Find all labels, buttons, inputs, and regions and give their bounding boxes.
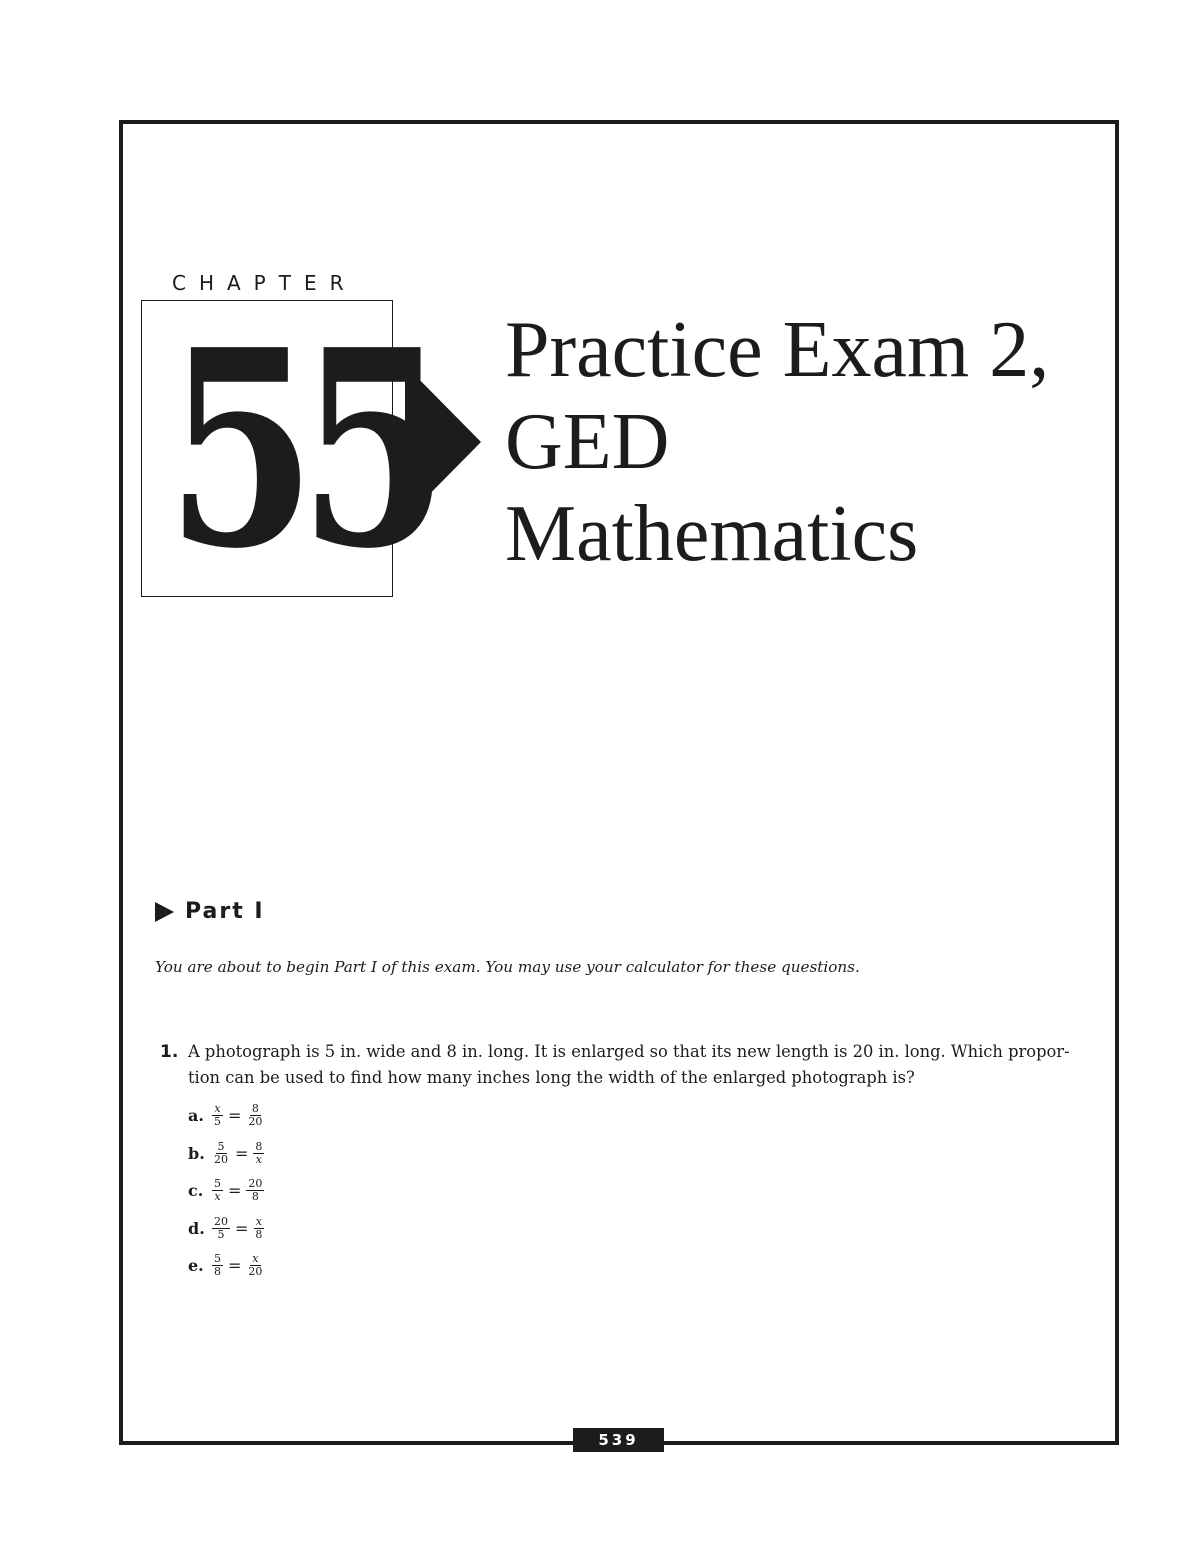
question-text xyxy=(188,1039,1080,1091)
section-intro: You are about to begin Part I of this exam. You may use your calculator for these questions. xyxy=(155,958,860,976)
fraction xyxy=(212,1103,223,1128)
question xyxy=(160,1039,1080,1091)
fraction-denominator: 5 xyxy=(217,1227,225,1241)
equals-sign: = xyxy=(228,1256,242,1276)
answer-option[interactable] xyxy=(188,1097,266,1135)
fraction-denominator: 8 xyxy=(251,1190,259,1204)
fraction-numerator: 20 xyxy=(248,1177,263,1191)
question-number: 1. xyxy=(160,1042,179,1062)
option-label: c. xyxy=(188,1181,204,1201)
fraction xyxy=(212,1141,230,1166)
answer-option[interactable] xyxy=(188,1172,266,1210)
answer-option[interactable] xyxy=(188,1210,266,1248)
right-triangle-icon xyxy=(405,365,481,519)
chapter-title-line: Mathematics xyxy=(505,490,919,578)
question-text-line: tion can be used to find how many inches long the width of the enlarged photograph is? xyxy=(188,1068,915,1087)
fraction-denominator: 8 xyxy=(255,1227,263,1241)
fraction-denominator: 8 xyxy=(214,1265,221,1279)
fraction-denominator: 20 xyxy=(248,1265,263,1279)
fraction xyxy=(246,1253,264,1278)
fraction xyxy=(212,1216,230,1241)
equals-sign: = xyxy=(228,1106,242,1126)
fraction-numerator: 5 xyxy=(214,1177,221,1191)
fraction-numerator: 5 xyxy=(214,1252,221,1266)
equals-sign: = xyxy=(235,1218,249,1238)
question-text-line: A photograph is 5 in. wide and 8 in. long. It is enlarged so that its new length is 20 in. long. Which propor- xyxy=(188,1042,1070,1061)
fraction-numerator: 5 xyxy=(217,1139,225,1153)
chapter-title-line: Practice Exam 2, xyxy=(505,306,1050,394)
right-triangle-icon xyxy=(155,902,174,922)
fraction-numerator: x xyxy=(214,1102,221,1116)
fraction-denominator: 5 xyxy=(214,1115,221,1129)
fraction xyxy=(212,1253,223,1278)
chapter-number: 55 xyxy=(166,290,432,608)
answer-option[interactable] xyxy=(188,1135,266,1173)
chapter-label: CHAPTER xyxy=(172,271,357,295)
fraction-denominator: 20 xyxy=(214,1152,228,1166)
fraction xyxy=(253,1141,264,1166)
equals-sign: = xyxy=(228,1181,242,1201)
page-number: 539 xyxy=(573,1428,664,1452)
fraction-denominator: 20 xyxy=(248,1115,263,1129)
chapter-number-box xyxy=(141,290,432,608)
fraction xyxy=(212,1178,223,1203)
fraction xyxy=(253,1216,264,1241)
chapter-title-line: GED xyxy=(505,398,670,486)
section-title: Part I xyxy=(185,899,265,924)
section-heading xyxy=(155,899,265,924)
option-label: b. xyxy=(188,1143,205,1163)
equals-sign: = xyxy=(235,1143,249,1163)
fraction-denominator: x xyxy=(214,1190,221,1204)
fraction-denominator: x xyxy=(255,1152,263,1166)
chapter-title xyxy=(505,304,1049,580)
fraction-numerator: 8 xyxy=(255,1139,263,1153)
fraction xyxy=(246,1103,264,1128)
option-label: e. xyxy=(188,1256,204,1276)
fraction xyxy=(246,1178,264,1203)
fraction-numerator: 20 xyxy=(214,1214,228,1228)
answer-option[interactable] xyxy=(188,1247,266,1285)
fraction-numerator: 8 xyxy=(251,1102,259,1116)
option-label: d. xyxy=(188,1218,205,1238)
fraction-numerator: x xyxy=(252,1252,259,1266)
fraction-numerator: x xyxy=(255,1214,263,1228)
option-label: a. xyxy=(188,1106,204,1126)
answer-options xyxy=(188,1097,266,1285)
